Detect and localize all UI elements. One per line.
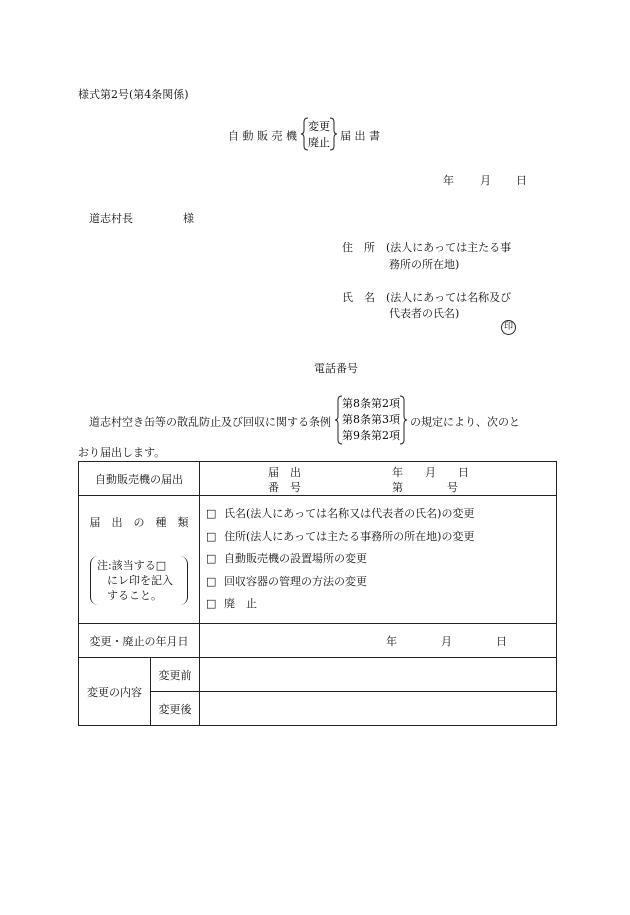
seal-icon: 印 (501, 320, 516, 335)
row1-ymd: 年 月 日 (392, 466, 469, 479)
checkbox-icon[interactable]: □ (206, 552, 217, 566)
document-title (228, 117, 380, 154)
kind-option-location[interactable] (200, 548, 556, 571)
address-note-line1: (法人にあっては主たる事 (386, 241, 512, 254)
kind-option-name[interactable] (200, 503, 556, 526)
body-text-after: の規定により、次のと (410, 415, 520, 429)
body-text-continuation: おり届出します。 (78, 446, 166, 459)
kind-note-box (90, 556, 188, 605)
kind-options-cell (200, 496, 557, 624)
title-suffix: 届 出 書 (340, 129, 380, 143)
article-brace-svg (335, 395, 407, 445)
body-text-before: 道志村空き缶等の散乱防止及び回収に関する条例 (89, 415, 331, 429)
kind-label-cell (79, 496, 200, 624)
address-note-line2: 務所の所在地) (389, 258, 460, 271)
before-value[interactable] (200, 658, 557, 692)
date-day: 日 (516, 174, 527, 187)
phone-label: 電話番号 (314, 362, 358, 375)
article-option-2: 第8条第3項 (341, 413, 400, 426)
table-row-notification (79, 462, 557, 496)
table-row-date (79, 624, 557, 658)
name-note-line2: 代表者の氏名) (389, 307, 460, 320)
name-note-line1: (法人にあっては名称及び (386, 291, 512, 304)
row1-date-label-a: 届 出 (268, 466, 301, 479)
before-label: 変更前 (151, 658, 200, 692)
title-brace-svg (301, 117, 337, 151)
address-label: 住 所 (342, 241, 375, 254)
kind-note-line3: すること。 (107, 589, 162, 602)
row1-label: 自動販売機の届出 (79, 462, 200, 496)
table-row-after (79, 692, 557, 726)
kind-option-label: 氏名(法人にあっては名称又は代表者の氏名)の変更 (224, 507, 475, 521)
kind-note-line2: にレ印を記入 (107, 574, 173, 587)
after-value[interactable] (200, 692, 557, 726)
kind-option-label: 廃 止 (224, 597, 257, 611)
kind-option-label: 回収容器の管理の方法の変更 (224, 574, 367, 588)
body-sentence (89, 395, 520, 448)
table-row-kind (79, 496, 557, 624)
title-option-abolish: 廃止 (307, 136, 330, 149)
kind-option-address[interactable] (200, 526, 556, 549)
article-option-1: 第8条第2項 (341, 397, 400, 410)
date-year: 年 (443, 174, 454, 187)
kind-option-abolish[interactable] (200, 593, 556, 616)
addressee-honorific: 様 (183, 212, 194, 225)
kind-label: 届 出 の 種 類 (89, 516, 189, 529)
notification-table (78, 461, 557, 726)
checkbox-icon[interactable]: □ (206, 529, 217, 543)
kind-option-label: 自動販売機の設置場所の変更 (224, 552, 367, 566)
date-row-label: 変更・廃止の年月日 (79, 624, 200, 658)
seal-mark (501, 319, 516, 335)
form-label: 様式第2号(第4条関係) (78, 88, 189, 101)
addressee-name: 道志村長 (89, 212, 133, 225)
date-row-value[interactable]: 年 月 日 (200, 624, 557, 658)
name-label: 氏 名 (342, 291, 375, 304)
row1-number: 第 号 (392, 481, 458, 494)
after-label: 変更後 (151, 692, 200, 726)
row1-value-cell (200, 462, 557, 496)
title-prefix: 自 動 販 売 機 (228, 129, 297, 143)
row1-date-label-b: 番 号 (268, 481, 301, 494)
article-option-3: 第9条第2項 (341, 429, 400, 442)
kind-note-line1: 注:該当する□ (97, 559, 167, 572)
checkbox-icon[interactable]: □ (206, 597, 217, 611)
date-month: 月 (480, 174, 491, 187)
content-label: 変更の内容 (79, 658, 151, 726)
kind-option-container[interactable] (200, 571, 556, 594)
article-brace (335, 395, 407, 448)
kind-option-label: 住所(法人にあっては主たる事務所の所在地)の変更 (224, 529, 475, 543)
table-row-before (79, 658, 557, 692)
checkbox-icon[interactable]: □ (206, 507, 217, 521)
title-option-brace (301, 117, 337, 154)
checkbox-icon[interactable]: □ (206, 574, 217, 588)
title-option-change: 変更 (307, 120, 330, 133)
